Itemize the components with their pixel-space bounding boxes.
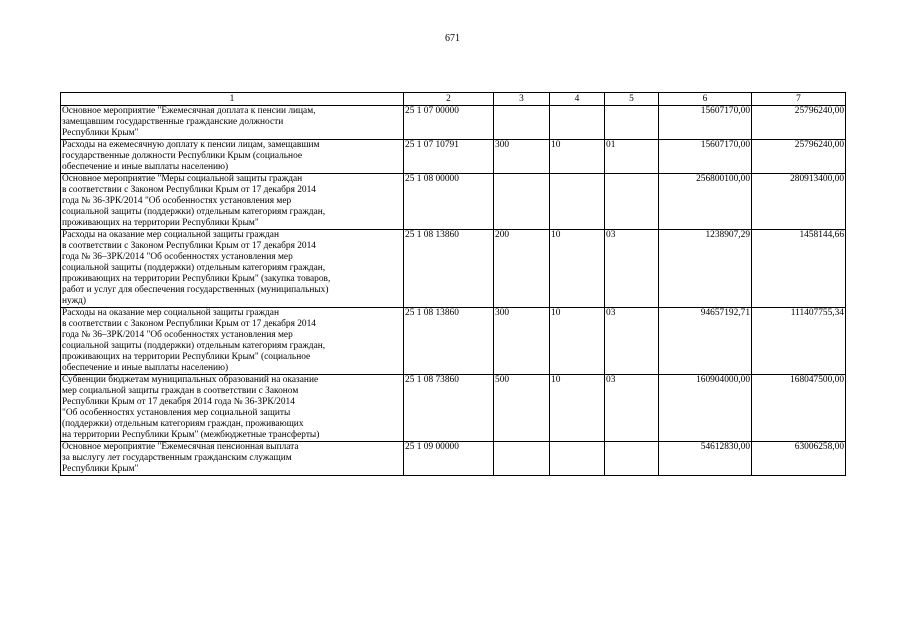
row-sum-1: 256800100,00 (659, 174, 752, 230)
table-row (61, 106, 846, 140)
table-row (61, 140, 846, 174)
row-vr (494, 174, 550, 230)
row-name: Основное мероприятие "Ежемесячная пенсионная выплата за выслугу лет государственным гражданским служащим Республики Крым" (61, 442, 404, 476)
row-rz (550, 442, 605, 476)
row-name: Расходы на оказание мер социальной защиты граждан в соответствии с Законом Республики Крым от 17 декабря 2014 года № 36–ЗРК/2014 "Об особенностях установления мер социальной защиты (поддержки) отдельным категориям граждан, проживающих на территории Республики Крым" (социальное обеспечение и иные выплаты населению) (61, 308, 404, 375)
row-code: 25 1 07 00000 (404, 106, 494, 140)
row-pr (605, 442, 659, 476)
column-header-vr: 3 (494, 93, 550, 106)
row-sum-2: 25796240,00 (752, 106, 846, 140)
row-pr: 01 (605, 140, 659, 174)
row-pr: 03 (605, 308, 659, 375)
row-vr: 500 (494, 375, 550, 442)
row-code: 25 1 09 00000 (404, 442, 494, 476)
row-rz (550, 174, 605, 230)
row-name: Расходы на оказание мер социальной защиты граждан в соответствии с Законом Республики Крым от 17 декабря 2014 года № 36–ЗРК/2014 "Об особенностях установления мер социальной защиты (поддержки) отдельным категориям граждан, проживающих на территории Республики Крым" (закупка товаров, работ и услуг для обеспечения государственных (муниципальных) нужд) (61, 230, 404, 308)
table-row (61, 308, 846, 375)
row-rz: 10 (550, 140, 605, 174)
row-sum-2: 168047500,00 (752, 375, 846, 442)
row-code: 25 1 08 73860 (404, 375, 494, 442)
row-name: Основное мероприятие "Меры социальной защиты граждан в соответствии с Законом Республики Крым от 17 декабря 2014 года № 36-ЗРК/2014 "Об особенностях установления мер социальной защиты (поддержки) отдельным категориям граждан, проживающих на территории Республики Крым" (61, 174, 404, 230)
column-header-code: 2 (404, 93, 494, 106)
column-header-sum-2: 7 (752, 93, 846, 106)
table-row (61, 230, 846, 308)
page-number: 671 (445, 33, 460, 44)
table-row (61, 375, 846, 442)
row-vr: 300 (494, 308, 550, 375)
row-vr (494, 106, 550, 140)
row-sum-2: 63006258,00 (752, 442, 846, 476)
table-row (61, 442, 846, 476)
row-pr: 03 (605, 230, 659, 308)
column-header-pr: 5 (605, 93, 659, 106)
row-sum-2: 111407755,34 (752, 308, 846, 375)
row-code: 25 1 07 10791 (404, 140, 494, 174)
budget-table (60, 92, 846, 476)
row-pr (605, 174, 659, 230)
row-rz: 10 (550, 375, 605, 442)
row-vr: 300 (494, 140, 550, 174)
column-header-name: 1 (61, 93, 404, 106)
row-sum-2: 1458144,66 (752, 230, 846, 308)
row-rz: 10 (550, 230, 605, 308)
column-header-sum-1: 6 (659, 93, 752, 106)
row-rz: 10 (550, 308, 605, 375)
row-name: Субвенции бюджетам муниципальных образований на оказание мер социальной защиты граждан в соответствии с Законом Республики Крым от 17 декабря 2014 года № 36-ЗРК/2014 "Об особенностях установления мер социальной защиты (поддержки) отдельным категориям граждан, проживающих на территории Республики Крым" (межбюджетные трансферты) (61, 375, 404, 442)
row-sum-2: 25796240,00 (752, 140, 846, 174)
table-row (61, 174, 846, 230)
row-rz (550, 106, 605, 140)
row-code: 25 1 08 13860 (404, 308, 494, 375)
row-sum-1: 1238907,29 (659, 230, 752, 308)
row-vr (494, 442, 550, 476)
row-sum-1: 94657192,71 (659, 308, 752, 375)
row-pr (605, 106, 659, 140)
column-header-rz: 4 (550, 93, 605, 106)
row-code: 25 1 08 00000 (404, 174, 494, 230)
row-name: Расходы на ежемесячную доплату к пенсии лицам, замещавшим государственные должности Республики Крым (социальное обеспечение и иные выплаты населению) (61, 140, 404, 174)
row-sum-2: 280913400,00 (752, 174, 846, 230)
row-sum-1: 15607170,00 (659, 106, 752, 140)
row-pr: 03 (605, 375, 659, 442)
row-vr: 200 (494, 230, 550, 308)
header-row (61, 93, 846, 106)
row-sum-1: 160904000,00 (659, 375, 752, 442)
row-code: 25 1 08 13860 (404, 230, 494, 308)
row-sum-1: 54612830,00 (659, 442, 752, 476)
row-sum-1: 15607170,00 (659, 140, 752, 174)
row-name: Основное мероприятие "Ежемесячная доплата к пенсии лицам, замещавшим государственные гражданские должности Республики Крым" (61, 106, 404, 140)
